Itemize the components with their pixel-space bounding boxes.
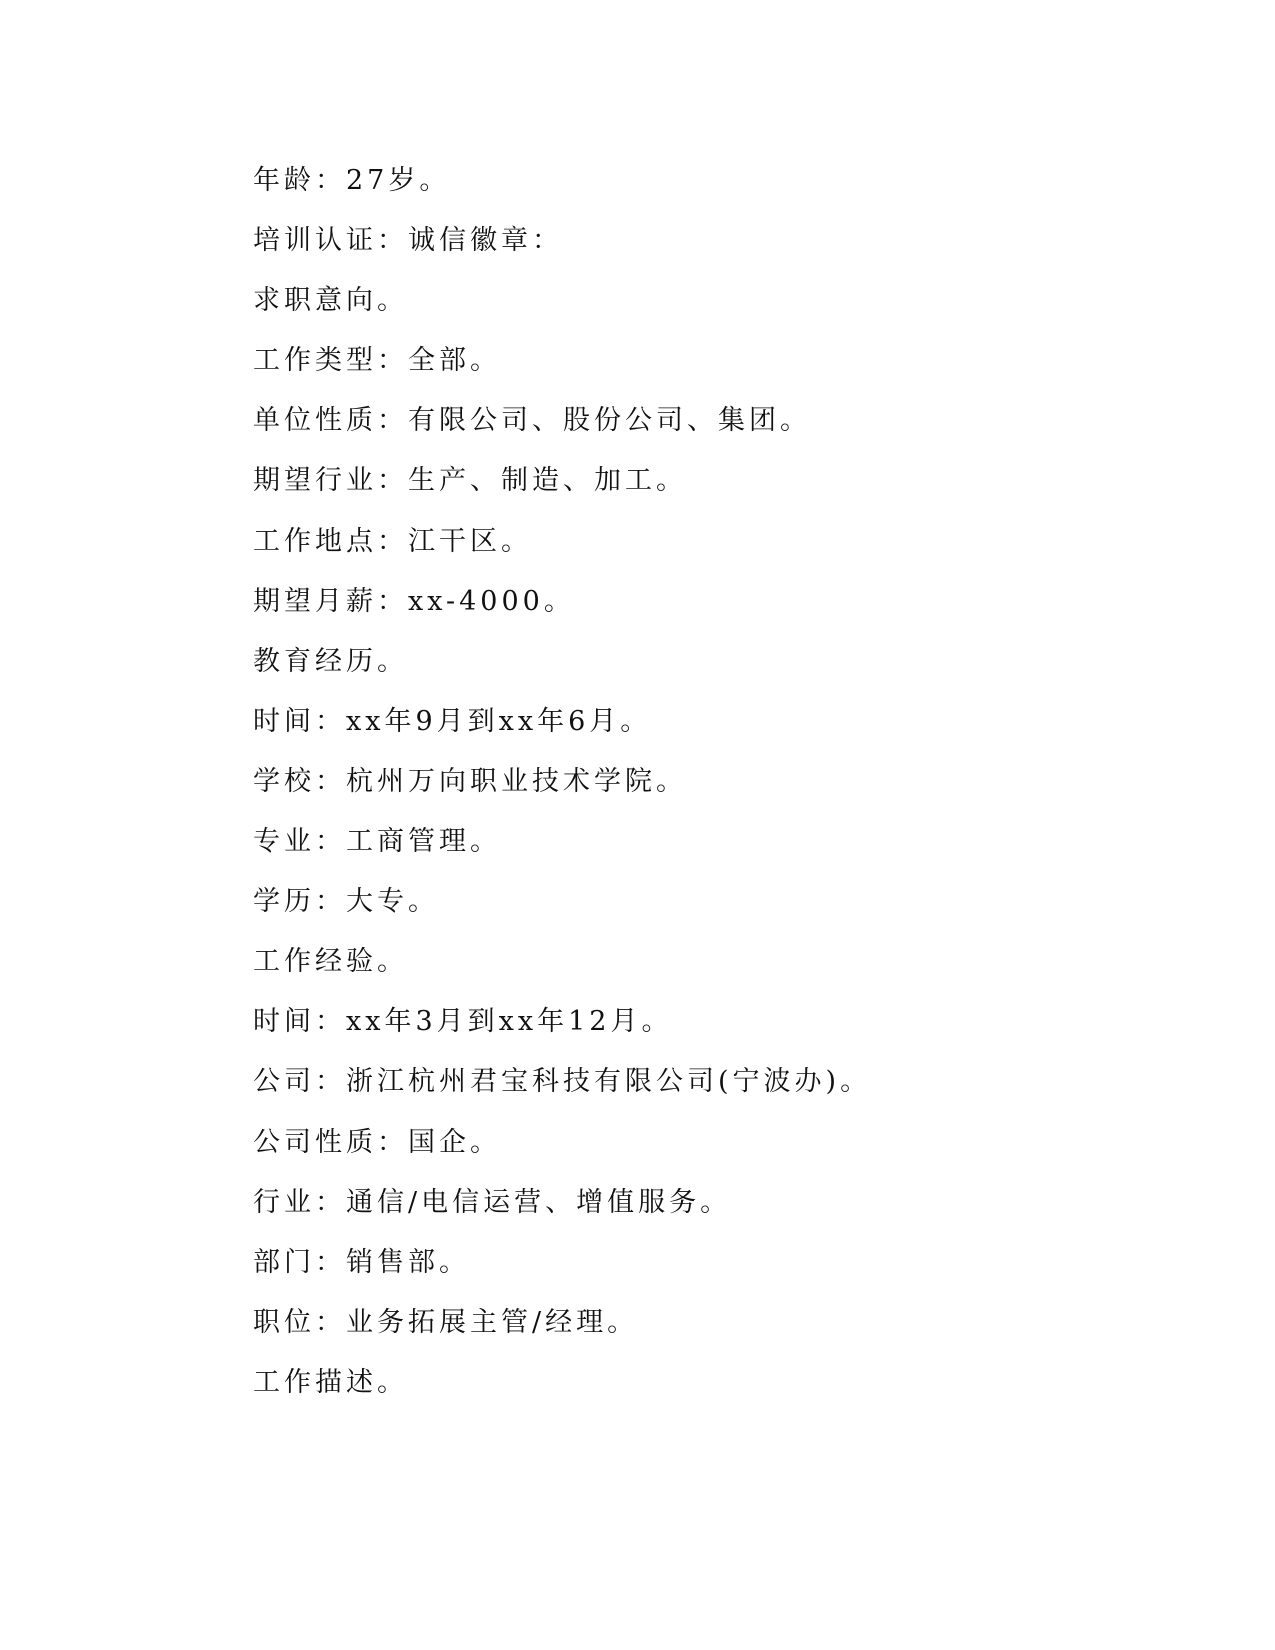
job-type-line: 工作类型：全部。 [253,345,501,377]
company-nature-line: 单位性质：有限公司、股份公司、集团。 [253,405,811,437]
work-location-line: 工作地点：江干区。 [253,525,532,557]
department-line: 部门：销售部。 [253,1246,470,1278]
position-line: 职位：业务拓展主管/经理。 [253,1306,639,1338]
school-line: 学校：杭州万向职业技术学院。 [253,765,687,797]
job-description-heading: 工作描述。 [253,1366,408,1398]
work-experience-heading: 工作经验。 [253,946,408,978]
degree-line: 学历：大专。 [253,886,439,918]
job-intention-heading: 求职意向。 [253,285,408,317]
company-type-line: 公司性质：国企。 [253,1126,501,1158]
expected-salary-line: 期望月薪：xx-4000。 [253,585,575,617]
major-line: 专业：工商管理。 [253,826,501,858]
company-line: 公司：浙江杭州君宝科技有限公司(宁波办)。 [253,1066,872,1098]
education-time-line: 时间：xx年9月到xx年6月。 [253,705,652,737]
work-time-line: 时间：xx年3月到xx年12月。 [253,1006,673,1038]
industry-line: 行业：通信/电信运营、增值服务。 [253,1186,732,1218]
education-heading: 教育经历。 [253,645,408,677]
expected-industry-line: 期望行业：生产、制造、加工。 [253,465,687,497]
age-line: 年龄：27岁。 [253,165,451,196]
certification-line: 培训认证：诚信徽章： [253,225,563,257]
resume-lines [253,164,1153,1426]
